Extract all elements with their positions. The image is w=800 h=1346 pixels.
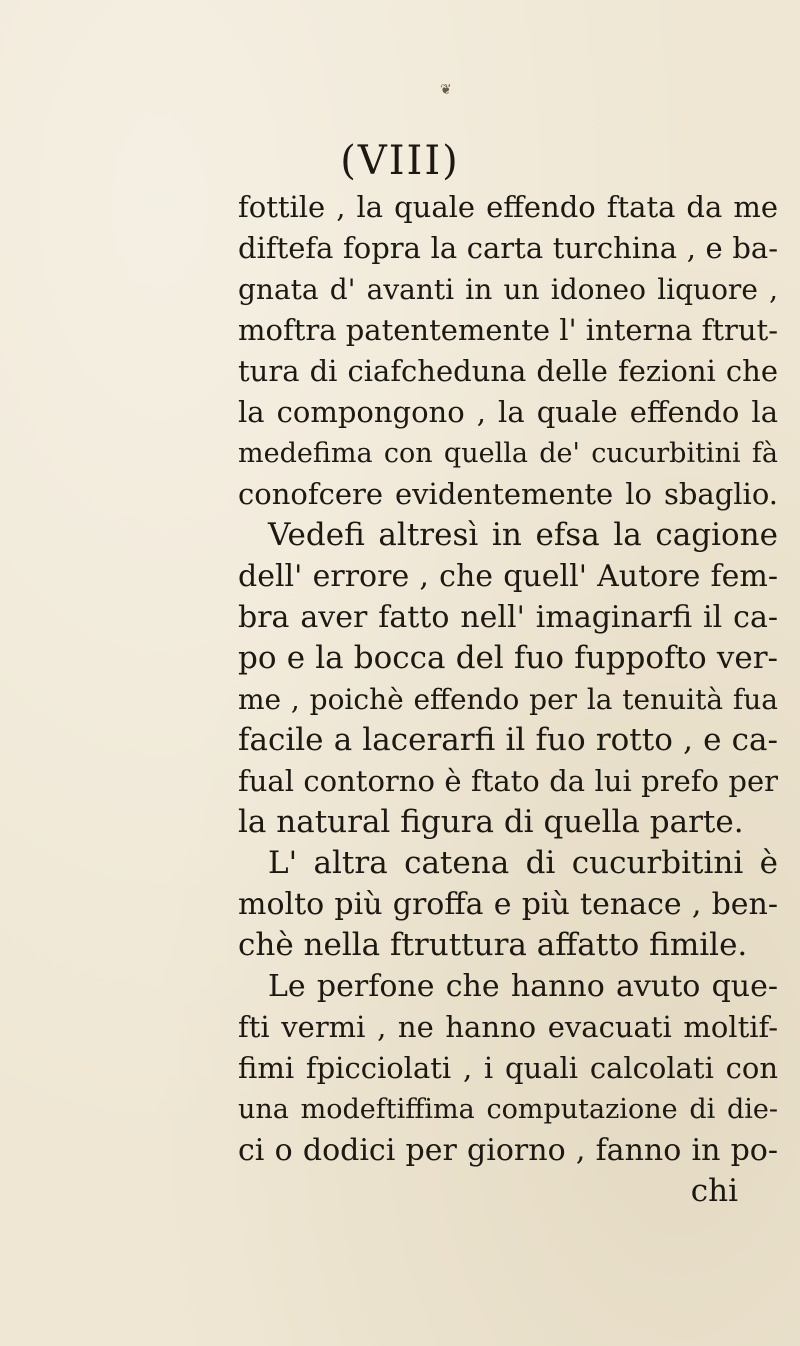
text-line: fimi fpicciolati , i quali calcolati con (238, 1051, 778, 1085)
text-line: moftra patentemente l' interna ftrut- (238, 313, 778, 347)
text-line: molto più groffa e più tenace , ben- (238, 887, 778, 922)
text-line: diftefa fopra la carta turchina , e ba- (238, 231, 778, 265)
text-line: chè nella ftruttura affatto fimile. (238, 927, 748, 963)
text-line: dell' errore , che quell' Autore fem- (238, 559, 778, 594)
text-line: conofcere evidentemente lo sbaglio. (238, 477, 778, 511)
text-line: medefima con quella de' cucurbitini fà (238, 438, 778, 469)
text-line: gnata d' avanti in un idoneo liquore , (238, 273, 778, 306)
text-line: L' altra catena di cucurbitini è (268, 845, 778, 881)
text-line: fottile , la quale effendo ftata da me (238, 190, 778, 224)
text-line: Le perfone che hanno avuto que- (268, 969, 778, 1004)
text-line: la compongono , la quale effendo la (238, 395, 778, 429)
text-line: una modeftiffima computazione di die- (238, 1094, 778, 1125)
text-line: fual contorno è ftato da lui prefo per (238, 764, 778, 798)
text-line: la natural figura di quella parte. (238, 804, 744, 840)
ornament-mark: ❦ (440, 82, 452, 98)
body-text (238, 187, 778, 1212)
text-line: Vedefi altresì in efsa la cagione (268, 517, 778, 553)
text-line: facile a lacerarfi il fuo rotto , e ca- (238, 722, 778, 758)
catchword: chi (690, 1173, 738, 1209)
text-line: fti vermi , ne hanno evacuati moltif- (238, 1010, 778, 1044)
text-line: tura di ciafcheduna delle fezioni che (238, 354, 778, 388)
page-number: (VIII) (340, 138, 460, 184)
text-line: po e la bocca del fuo fuppofto ver- (238, 640, 778, 676)
text-line: bra aver fatto nell' imaginarfi il ca- (238, 600, 778, 635)
text-line: me , poichè effendo per la tenuità fua (238, 683, 778, 716)
text-line: ci o dodici per giorno , fanno in po- (238, 1133, 778, 1168)
